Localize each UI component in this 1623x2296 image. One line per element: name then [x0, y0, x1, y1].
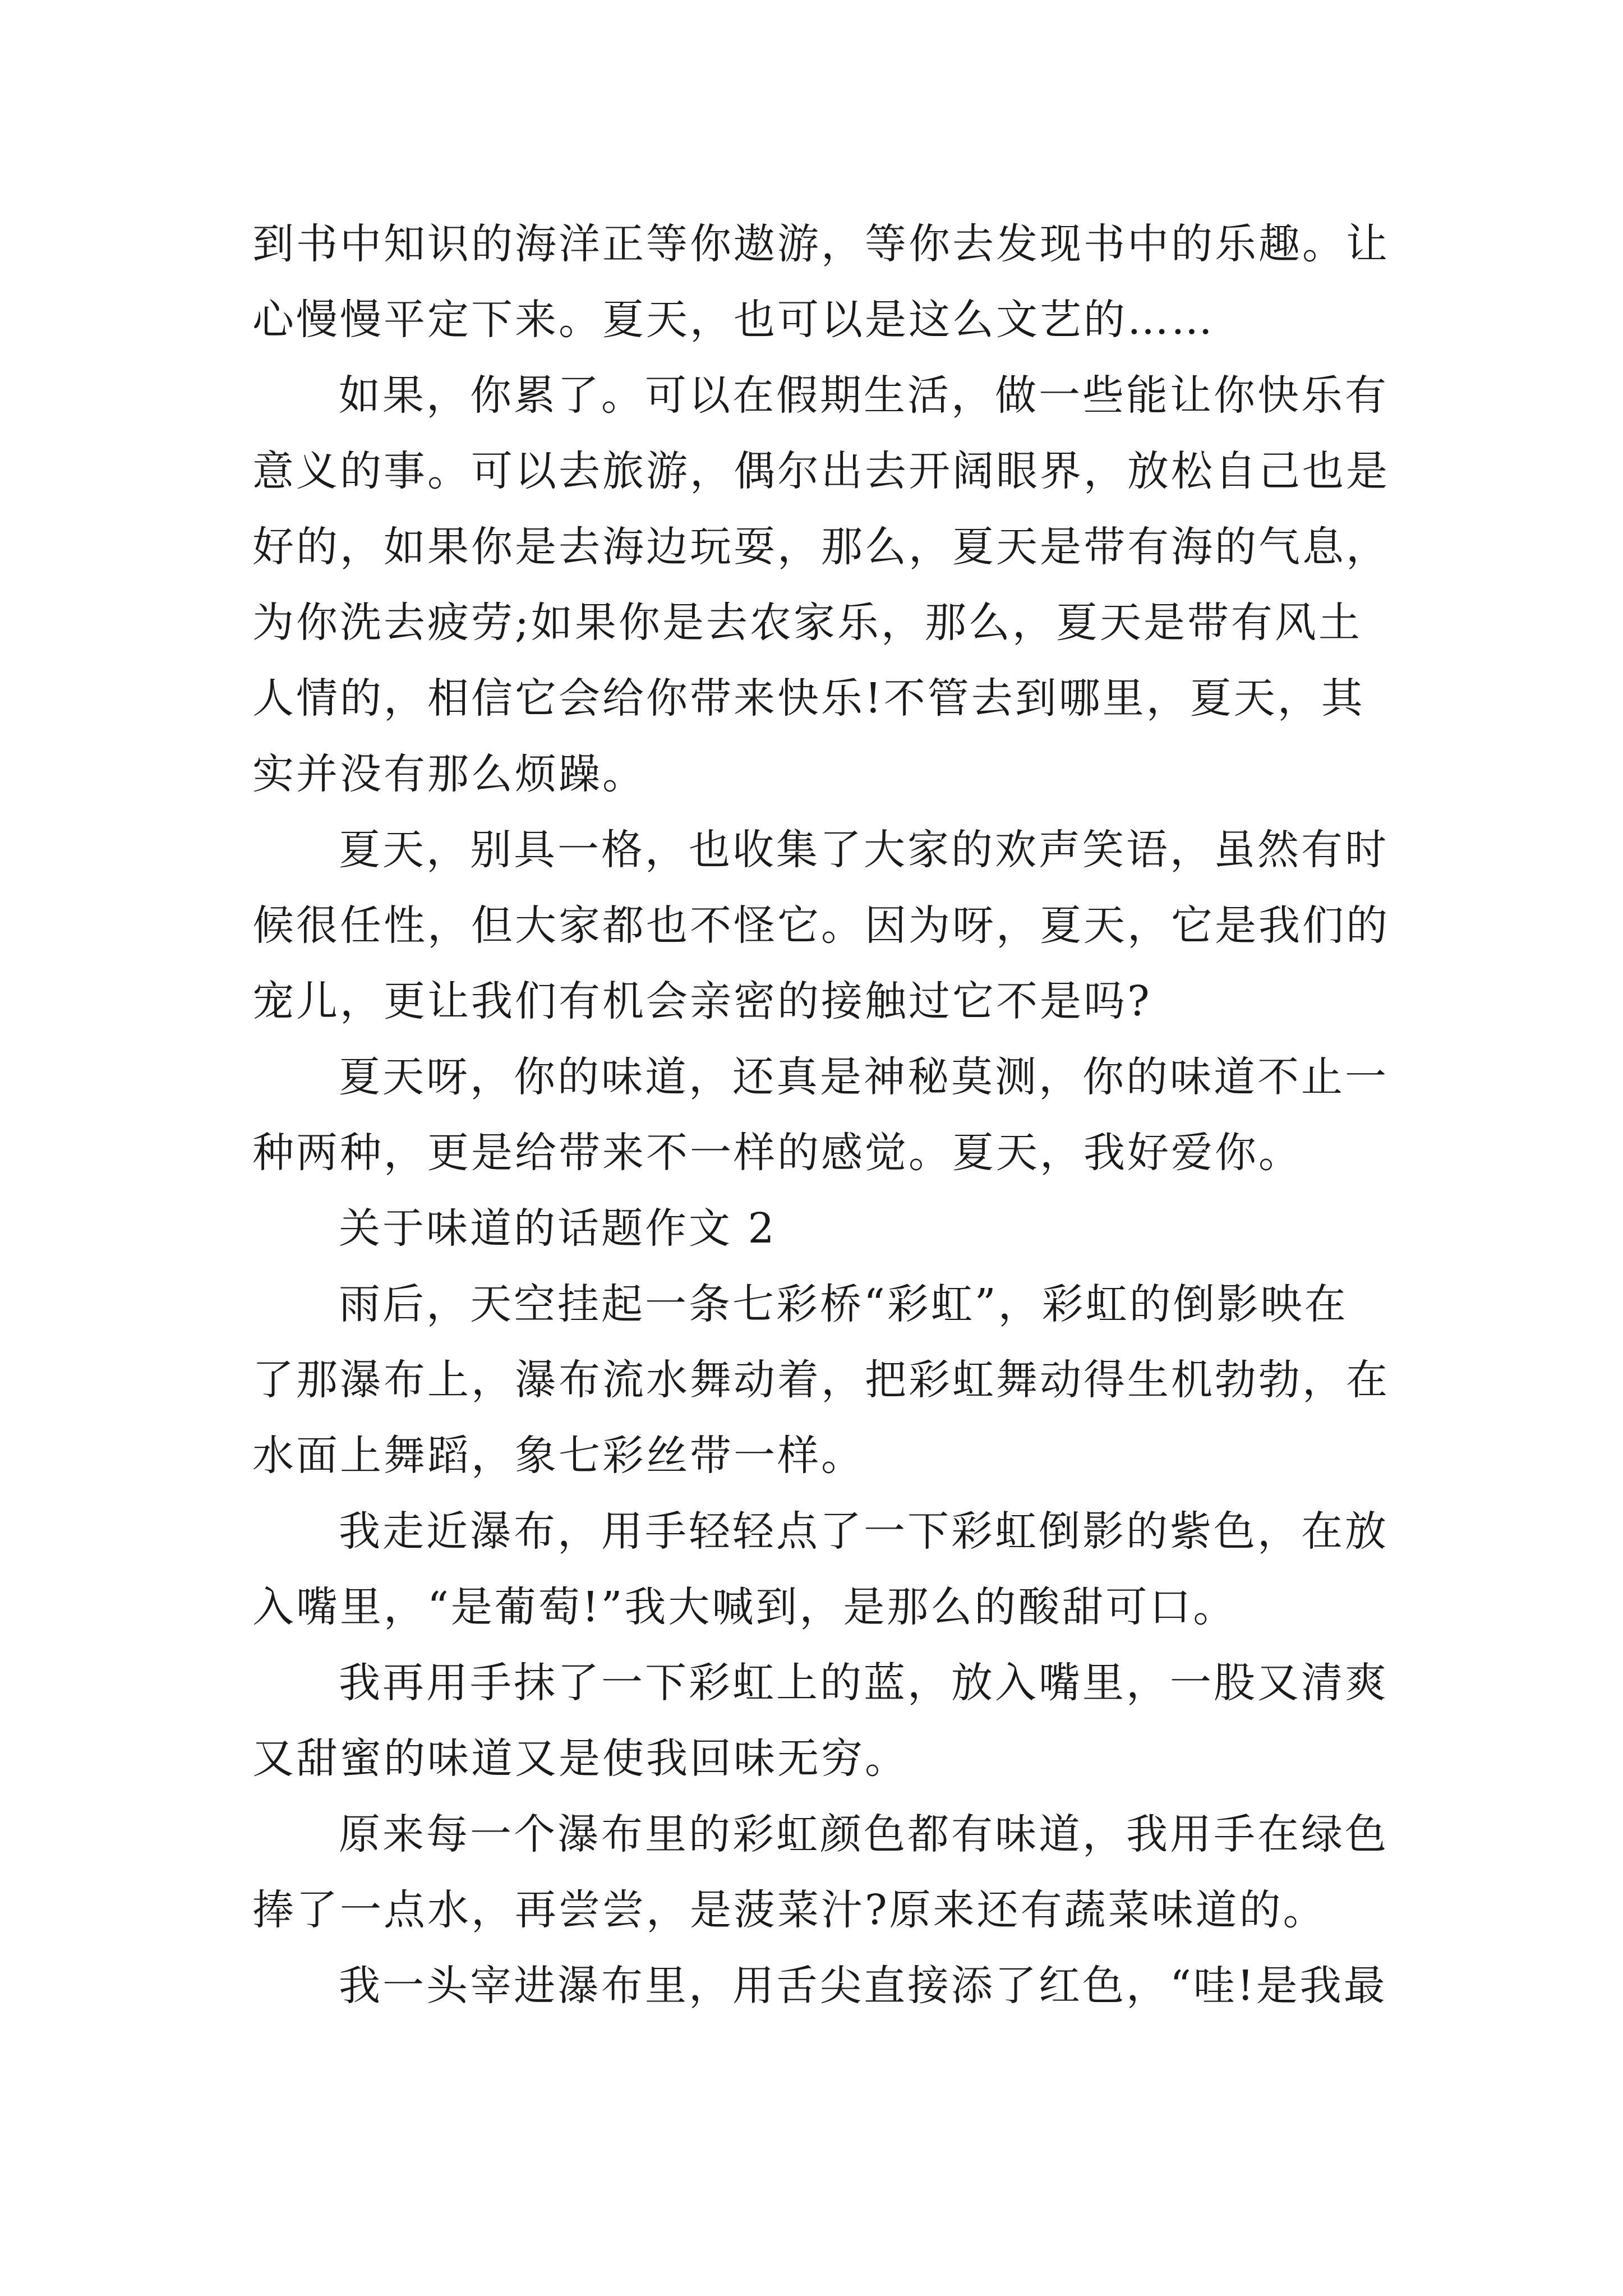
text-line: 雨后，天空挂起一条七彩桥“彩虹”，彩虹的倒影映在 — [339, 1280, 1348, 1328]
text-line: 我走近瀑布，用手轻轻点了一下彩虹倒影的紫色，在放 — [339, 1507, 1389, 1556]
text-line: 人情的，相信它会给你带来快乐!不管去到哪里，夏天，其 — [252, 674, 1365, 723]
text-line: 夏天呀，你的味道，还真是神秘莫测，你的味道不止一 — [339, 1053, 1389, 1101]
text-line: 为你洗去疲劳;如果你是去农家乐，那么，夏天是带有风土 — [252, 599, 1362, 647]
text-line: 心慢慢平定下来。夏天，也可以是这么文艺的…… — [252, 296, 1215, 344]
text-line: 候很任性，但大家都也不怪它。因为呀，夏天，它是我们的 — [252, 901, 1390, 950]
text-line: 水面上舞蹈，象七彩丝带一样。 — [252, 1432, 865, 1480]
text-line: 入嘴里，“是葡萄!”我大喊到，是那么的酸甜可口。 — [252, 1583, 1237, 1631]
text-line: 如果，你累了。可以在假期生活，做一些能让你快乐有 — [339, 371, 1389, 420]
text-line: 原来每一个瀑布里的彩虹颜色都有味道，我用手在绿色 — [339, 1810, 1389, 1858]
text-line: 种两种，更是给带来不一样的感觉。夏天，我好爱你。 — [252, 1129, 1302, 1177]
text-line: 到书中知识的海洋正等你遨游，等你去发现书中的乐趣。让 — [252, 220, 1390, 268]
text-line: 又甜蜜的味道又是使我回味无穷。 — [252, 1734, 909, 1783]
text-line: 意义的事。可以去旅游，偶尔出去开阔眼界，放松自己也是 — [252, 447, 1390, 495]
text-line: 夏天，别具一格，也收集了大家的欢声笑语，虽然有时 — [339, 826, 1389, 874]
text-line: 宠儿，更让我们有机会亲密的接触过它不是吗? — [252, 977, 1152, 1025]
text-line: 了那瀑布上，瀑布流水舞动着，把彩虹舞动得生机勃勃，在 — [252, 1356, 1390, 1404]
text-line: 我再用手抹了一下彩虹上的蓝，放入嘴里，一股又清爽 — [339, 1659, 1389, 1707]
section-heading: 关于味道的话题作文 2 — [339, 1204, 777, 1253]
text-line: 实并没有那么烦躁。 — [252, 750, 646, 798]
text-line: 好的，如果你是去海边玩耍，那么，夏天是带有海的气息， — [252, 523, 1390, 571]
text-line: 捧了一点水，再尝尝，是菠菜汁?原来还有蔬菜味道的。 — [252, 1886, 1327, 1934]
text-line: 我一头宰进瀑布里，用舌尖直接添了红色，“哇!是我最 — [339, 1962, 1387, 2010]
